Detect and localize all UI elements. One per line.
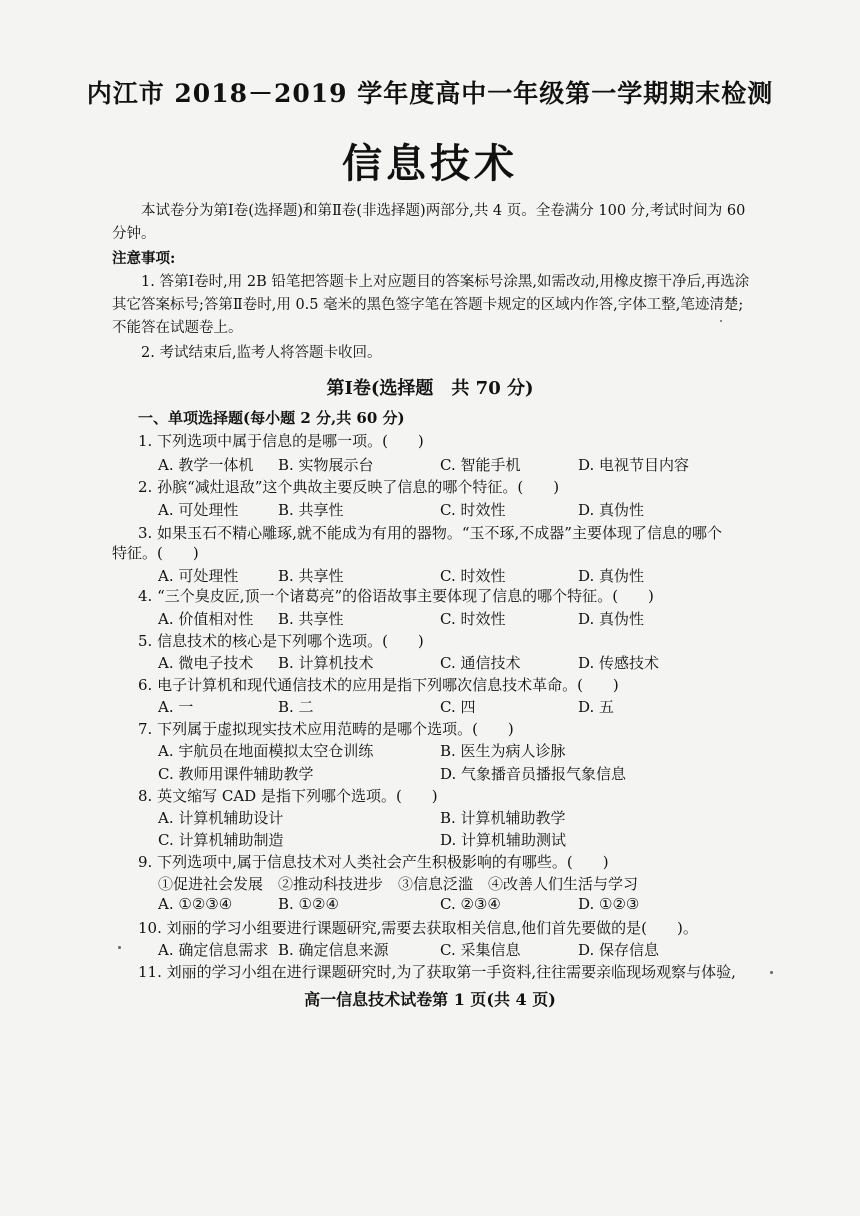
- question-4-option-c: C. 时效性: [440, 610, 506, 628]
- notice-item-1: 1. 答第Ⅰ卷时,用 2B 铅笔把答题卡上对应题目的答案标号涂黑,如需改动,用橡皮擦干净后,再选涂其它答案标号;答第Ⅱ卷时,用 0.5 毫米的黑色签字笔在答题卡规定的区域内作答,字体工整,笔迹清楚;不能答在试题卷上。: [112, 274, 750, 336]
- question-7-stem: 7. 下列属于虚拟现实技术应用范畴的是哪个选项。( ): [138, 720, 514, 738]
- question-5-option-d: D. 传感技术: [578, 654, 660, 672]
- question-8-stem: 8. 英文缩写 CAD 是指下列哪个选项。( ): [138, 787, 438, 805]
- question-7-option-c: C. 教师用课件辅助教学: [158, 765, 314, 783]
- question-9-option-b: B. ①②④: [278, 895, 339, 913]
- question-9-option-a: A. ①②③④: [158, 895, 233, 913]
- notice-title: 注意事项:: [112, 250, 176, 267]
- question-2-option-c: C. 时效性: [440, 501, 506, 519]
- question-5-option-c: C. 通信技术: [440, 654, 521, 672]
- question-1-stem: 1. 下列选项中属于信息的是哪一项。( ): [138, 432, 424, 450]
- question-9-statements: ①促进社会发展 ②推动科技进步 ③信息泛滥 ④改善人们生活与学习: [158, 875, 639, 893]
- question-2-stem: 2. 孙膑“减灶退敌”这个典故主要反映了信息的哪个特征。( ): [138, 478, 560, 496]
- question-5-option-a: A. 微电子技术: [158, 654, 254, 672]
- question-4-option-a: A. 价值相对性: [158, 610, 254, 628]
- intro-description: 本试卷分为第Ⅰ卷(选择题)和第Ⅱ卷(非选择题)两部分,共 4 页。全卷满分 100 分,考试时间为 60 分钟。: [112, 203, 746, 242]
- question-4-stem: 4. “三个臭皮匠,顶一个诸葛亮”的俗语故事主要体现了信息的哪个特征。( ): [138, 587, 654, 605]
- question-1-option-d: D. 电视节目内容: [578, 456, 690, 474]
- question-10-option-c: C. 采集信息: [440, 941, 521, 959]
- page-footer: 高一信息技术试卷第 1 页(共 4 页): [304, 990, 556, 1009]
- question-5-stem: 5. 信息技术的核心是下列哪个选项。( ): [138, 632, 424, 650]
- question-8-option-d: D. 计算机辅助测试: [440, 831, 567, 849]
- question-9-option-c: C. ②③④: [440, 895, 501, 913]
- question-10-option-d: D. 保存信息: [578, 941, 660, 959]
- question-3-option-d: D. 真伪性: [578, 567, 645, 585]
- question-10-stem: 10. 刘丽的学习小组要进行课题研究,需要去获取相关信息,他们首先要做的是( )。: [138, 919, 698, 937]
- question-1-option-b: B. 实物展示台: [278, 456, 374, 474]
- question-1-option-a: A. 教学一体机: [158, 456, 254, 474]
- section-title: 第Ⅰ卷(选择题 共 70 分): [326, 378, 534, 399]
- question-6-option-b: B. 二: [278, 698, 314, 716]
- question-3-option-a: A. 可处理性: [158, 567, 239, 585]
- question-3-stem-continued: 特征。( ): [112, 544, 199, 562]
- question-6-option-a: A. 一: [158, 698, 194, 716]
- part-title: 一、单项选择题(每小题 2 分,共 60 分): [138, 409, 405, 427]
- question-9-option-d: D. ①②③: [578, 895, 640, 913]
- question-10-option-b: B. 确定信息来源: [278, 941, 389, 959]
- subject-title: 信息技术: [342, 141, 518, 187]
- question-6-option-d: D. 五: [578, 698, 615, 716]
- question-4-option-d: D. 真伪性: [578, 610, 645, 628]
- question-6-stem: 6. 电子计算机和现代通信技术的应用是指下列哪次信息技术革命。( ): [138, 676, 619, 694]
- question-2-option-d: D. 真伪性: [578, 501, 645, 519]
- question-8-option-c: C. 计算机辅助制造: [158, 831, 284, 849]
- question-8-option-a: A. 计算机辅助设计: [158, 809, 284, 827]
- question-1-option-c: C. 智能手机: [440, 456, 521, 474]
- question-3-option-c: C. 时效性: [440, 567, 506, 585]
- question-8-option-b: B. 计算机辅助教学: [440, 809, 566, 827]
- question-2-option-b: B. 共享性: [278, 501, 344, 519]
- question-3-option-b: B. 共享性: [278, 567, 344, 585]
- scan-speck: [118, 946, 121, 949]
- question-7-option-b: B. 医生为病人诊脉: [440, 742, 566, 760]
- question-3-stem: 3. 如果玉石不精心雕琢,就不能成为有用的器物。“玉不琢,不成器”主要体现了信息的哪个: [138, 524, 722, 542]
- question-10-option-a: A. 确定信息需求: [158, 941, 269, 959]
- question-2-option-a: A. 可处理性: [158, 501, 239, 519]
- exam-title: 内江市 2018－2019 学年度高中一年级第一学期期末检测: [86, 79, 774, 108]
- question-11-stem: 11. 刘丽的学习小组在进行课题研究时,为了获取第一手资料,往往需要亲临现场观察与体验,: [138, 963, 736, 981]
- notice-item-2: 2. 考试结束后,监考人将答题卡收回。: [141, 345, 382, 361]
- question-7-option-d: D. 气象播音员播报气象信息: [440, 765, 627, 783]
- question-4-option-b: B. 共享性: [278, 610, 344, 628]
- question-9-stem: 9. 下列选项中,属于信息技术对人类社会产生积极影响的有哪些。( ): [138, 853, 609, 871]
- question-6-option-c: C. 四: [440, 698, 476, 716]
- question-5-option-b: B. 计算机技术: [278, 654, 374, 672]
- question-7-option-a: A. 宇航员在地面模拟太空仓训练: [158, 742, 374, 760]
- scan-speck: [720, 320, 722, 322]
- scan-speck: [770, 971, 773, 974]
